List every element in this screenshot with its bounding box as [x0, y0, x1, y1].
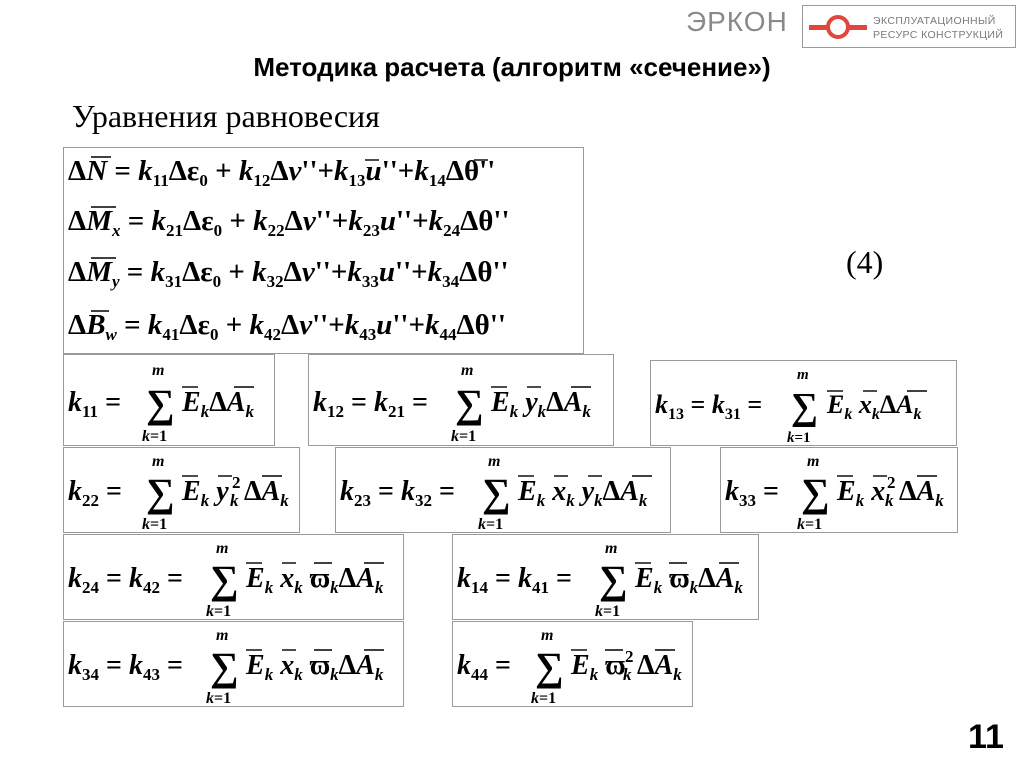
svg-text:k=1: k=1 [531, 690, 557, 707]
equations-system-formula [64, 148, 585, 355]
coef-k22-box [63, 447, 300, 533]
coef-k24-formula [64, 535, 405, 621]
coef-k12-box [308, 354, 614, 446]
svg-text:∑: ∑ [210, 557, 239, 602]
svg-text:ΔAk: $\Delta A_k$ [899, 476, 944, 510]
svg-text:m: m [541, 627, 554, 644]
svg-text:Ek x: $E_k$ x [837, 476, 886, 510]
svg-text:k=1: k=1 [797, 516, 823, 533]
coef-k22-formula [64, 448, 301, 534]
svg-text:k23 = k32 =: $k_{23} = k_{32}$ = [340, 476, 455, 510]
coef-k33-box [720, 447, 958, 533]
svg-text:k=1: k=1 [142, 428, 168, 445]
erkon-logo: ЭРКОН [686, 6, 788, 37]
coef-k11-box [63, 354, 275, 446]
coef-k33-formula [721, 448, 959, 534]
page-number: 11 [968, 718, 1004, 756]
svg-text:Ek xk ykΔAk: $E_k$ $x_k$ $y_k\Delta A_k$ [518, 476, 648, 510]
svg-text:k=1: k=1 [206, 690, 232, 707]
svg-text:EkΔAk: $E_k\Delta A_k$ [182, 387, 254, 421]
svg-text:∑: ∑ [482, 470, 511, 515]
svg-text:k=1: k=1 [787, 430, 811, 446]
svg-text:2: 2 [232, 473, 241, 492]
coef-k44-box [452, 621, 693, 707]
coef-k24-box [63, 534, 404, 620]
svg-text:ΔN = k11Δε0 + k12Δv''+k13u''+k: $\Delta N = k_{11}\Delta\varepsilon_0 + k_{12}\Delta v''+k_{13}u''+k_{14}\Delta\theta''$ [68, 155, 496, 190]
equation-number: (4) [846, 244, 884, 280]
svg-text:2: 2 [625, 647, 634, 666]
svg-text:k=1: k=1 [451, 428, 477, 445]
svg-text:k33 =: $k_{33}$ = [725, 476, 779, 510]
svg-text:k=1: k=1 [595, 603, 621, 620]
svg-text:∑: ∑ [146, 470, 175, 515]
resource-logo-text [873, 14, 1003, 42]
svg-text:Ek y: $E_k$ y [182, 476, 229, 510]
coef-k13-formula [651, 361, 958, 447]
svg-text:k34 = k43 =: $k_{34} = k_{43}$ = [68, 650, 183, 684]
svg-text:m: m [152, 453, 165, 470]
svg-text:k22 =: $k_{22}$ = [68, 476, 122, 510]
equation-row-Mx [68, 205, 510, 240]
svg-text:m: m [797, 367, 809, 383]
svg-text:k13 = k31 =: $k_{13} = k_{31}$ = [655, 390, 763, 423]
svg-text:k12 = k21 =: $k_{12} = k_{21}$ = [313, 387, 428, 421]
svg-text:Ek xk ϖkΔAk: $E_k$ $x_k$ $ϖ_k\Delta A_k$ [246, 650, 384, 684]
slide-subtitle: Уравнения равновесия [72, 98, 380, 134]
svg-text:Ek ϖkΔAk: $E_k$ $ϖ_k\Delta A_k$ [635, 563, 743, 597]
equations-system-box [63, 147, 584, 354]
slide-title: Методика расчета (алгоритм «сечение») [253, 52, 771, 82]
coef-k44-formula [453, 622, 694, 708]
svg-text:m: m [216, 627, 229, 644]
svg-text:∑: ∑ [535, 644, 564, 689]
svg-text:m: m [605, 540, 618, 557]
svg-text:ΔBw = k41Δε0 + k42Δv''+k43u''+: $\Delta B_w = k_{41}\Delta\varepsilon_0 + k_{42}\Delta v''+k_{43}u''+k_{44}\Delta\theta''$ [68, 309, 506, 344]
svg-text:∑: ∑ [455, 381, 484, 426]
svg-text:ΔMy = k31Δε0 + k32Δv''+k33u''+: $\Delta M_y = k_{31}\Delta\varepsilon_0 + k_{32}\Delta v''+k_{33}u''+k_{34}\Delta\theta''$ [68, 256, 509, 291]
logo-line-1: ЭКСПЛУАТАЦИОННЫЙ [873, 15, 996, 27]
svg-text:k: k [623, 665, 632, 684]
svg-text:k24 = k42 =: $k_{24} = k_{42}$ = [68, 563, 183, 597]
svg-text:∑: ∑ [146, 381, 175, 426]
coef-k13-box [650, 360, 957, 446]
coef-k14-box [452, 534, 759, 620]
svg-text:k14 = k41 =: $k_{14} = k_{41}$ = [457, 563, 572, 597]
svg-text:k=1: k=1 [142, 516, 168, 533]
coef-k12-formula [309, 355, 615, 447]
svg-text:Ek ykΔAk: $E_k$ $y_k\Delta A_k$ [491, 387, 591, 421]
svg-text:Ek xk ϖkΔAk: $E_k$ $x_k$ $ϖ_k\Delta A_k$ [246, 563, 384, 597]
svg-text:ΔMx = k21Δε0 + k22Δv''+k23u''+: $\Delta M_x = k_{21}\Delta\varepsilon_0 + k_{22}\Delta v''+k_{23}u''+k_{24}\Delta\theta''$ [68, 205, 510, 240]
svg-text:m: m [152, 362, 165, 379]
svg-text:∑: ∑ [791, 386, 819, 428]
equation-row-My [68, 256, 509, 291]
coef-k23-box [335, 447, 671, 533]
svg-text:Ek ϖ: $E_k$ ϖ [571, 650, 626, 684]
svg-text:m: m [216, 540, 229, 557]
coef-k23-formula [336, 448, 672, 534]
coef-k34-box [63, 621, 404, 707]
svg-text:ΔAk: $\Delta A_k$ [244, 476, 289, 510]
svg-text:k=1: k=1 [206, 603, 232, 620]
svg-text:∑: ∑ [801, 470, 830, 515]
svg-text:Ek xkΔAk: $E_k$ $x_k\Delta A_k$ [827, 390, 922, 423]
coef-k34-formula [64, 622, 405, 708]
svg-text:ΔAk: $\Delta A_k$ [637, 650, 682, 684]
svg-text:k: k [885, 491, 894, 510]
svg-text:∑: ∑ [599, 557, 628, 602]
svg-text:m: m [461, 362, 474, 379]
resource-logo-box [802, 5, 1016, 48]
svg-text:k: k [230, 491, 239, 510]
svg-text:m: m [488, 453, 501, 470]
svg-text:k44 =: $k_{44}$ = [457, 650, 511, 684]
equation-row-Bw [68, 309, 506, 344]
coef-k11-formula [64, 355, 276, 447]
svg-text:k11 =: $k_{11}$ = [68, 387, 122, 421]
equation-row-N [68, 155, 585, 190]
logo-line-2: РЕСУРС КОНСТРУКЦИЙ [873, 29, 1004, 41]
svg-text:2: 2 [887, 473, 896, 492]
svg-text:∑: ∑ [210, 644, 239, 689]
svg-text:k=1: k=1 [478, 516, 504, 533]
svg-text:m: m [807, 453, 820, 470]
coef-k14-formula [453, 535, 760, 621]
resource-logo-icon [809, 13, 867, 41]
